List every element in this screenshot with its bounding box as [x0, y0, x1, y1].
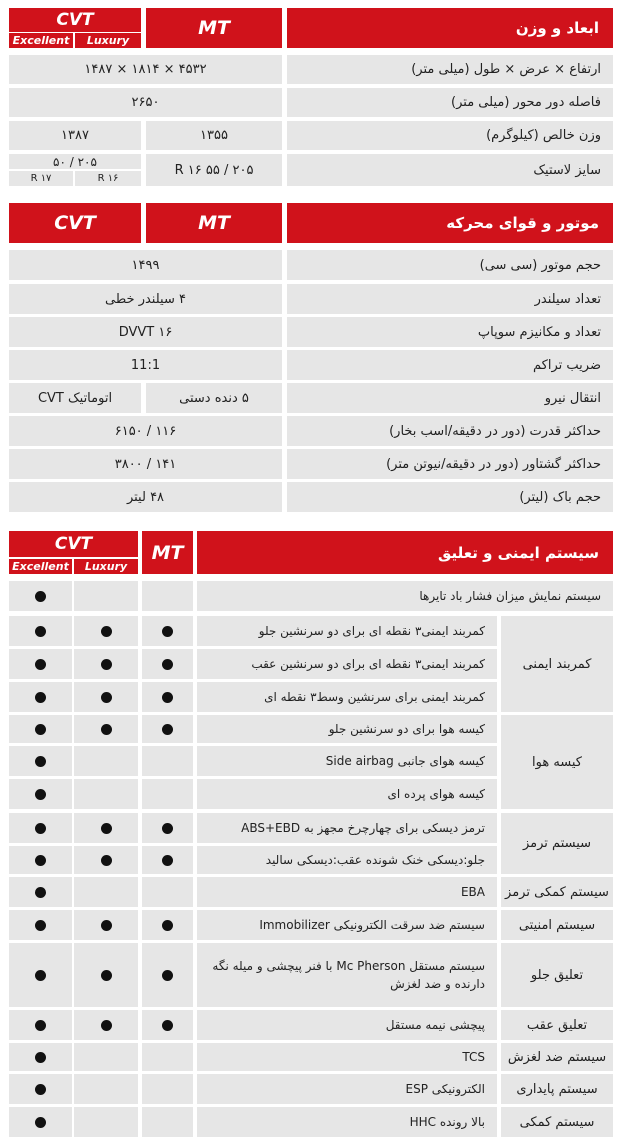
feature-excellent-cell: [9, 1074, 72, 1104]
feature-label: بالا رونده HHC: [197, 1107, 497, 1137]
transmission-cvt-value: اتوماتیک CVT: [9, 383, 141, 413]
feature-mt-cell: [142, 846, 193, 874]
bullet-dot-icon: [101, 724, 112, 735]
bullet-dot-icon: [35, 1117, 46, 1128]
feature-label: کمربند ایمنی۳ نقطه ای برای دو سرنشین جلو: [197, 616, 497, 646]
engine-row-label: حداکثر گشتاور (دور در دقیقه/نیوتن متر): [287, 449, 613, 479]
feature-luxury-cell: [74, 682, 138, 712]
bullet-dot-icon: [101, 855, 112, 866]
feature-mt-cell: [142, 1043, 193, 1071]
feature-excellent-cell: [9, 1043, 72, 1071]
engine-row-value: 11:1: [9, 350, 282, 380]
feature-excellent-cell: [9, 746, 72, 776]
feature-excellent-cell: [9, 682, 72, 712]
feature-excellent-cell: [9, 715, 72, 743]
feature-mt-cell: [142, 649, 193, 679]
feature-label: سیستم مستقل Mc Pherson با فنر پیچشی و میله نگه دارنده و ضد لغزش: [197, 943, 497, 1007]
feature-label: سیستم ضد سرقت الکترونیکی Immobilizer: [197, 910, 497, 940]
feature-luxury-cell: [74, 910, 138, 940]
bullet-dot-icon: [162, 1020, 173, 1031]
transmission-label: انتقال نیرو: [287, 383, 613, 413]
feature-excellent-cell: [9, 1107, 72, 1137]
engine-row-label: حجم موتور (سی سی): [287, 250, 613, 280]
feature-luxury-cell: [74, 779, 138, 809]
feature-mt-cell: [142, 581, 193, 611]
feature-luxury-cell: [74, 877, 138, 907]
feature-group-label: تعلیق عقب: [501, 1010, 613, 1040]
bullet-dot-icon: [35, 920, 46, 931]
feature-label: کیسه هوای پرده ای: [197, 779, 497, 809]
engine-row-label: تعداد و مکانیزم سوپاپ: [287, 317, 613, 347]
feature-excellent-cell: [9, 1010, 72, 1040]
feature-mt-cell: [142, 910, 193, 940]
bullet-dot-icon: [162, 626, 173, 637]
bullet-dot-icon: [101, 920, 112, 931]
engine-row-value: ۱۴۹۹: [9, 250, 282, 280]
feature-mt-cell: [142, 746, 193, 776]
bullet-dot-icon: [35, 1020, 46, 1031]
engine-header-mt: MT: [146, 203, 282, 243]
feature-mt-cell: [142, 877, 193, 907]
feature-luxury-cell: [74, 616, 138, 646]
feature-excellent-cell: [9, 581, 72, 611]
engine-row-label: تعداد سیلندر: [287, 284, 613, 314]
feature-luxury-cell: [74, 581, 138, 611]
feature-excellent-cell: [9, 877, 72, 907]
feature-label: سیستم نمایش میزان فشار باد تایرها: [197, 581, 613, 611]
tire-cvt-excellent-rim: R ۱۷: [9, 171, 73, 186]
dims-row-label: فاصله دور محور (میلی متر): [287, 88, 613, 117]
feature-excellent-cell: [9, 616, 72, 646]
feature-group-label: سیستم کمکی ترمز: [501, 877, 613, 907]
feature-mt-cell: [142, 616, 193, 646]
feature-label: جلو:دیسکی خنک شونده عقب:دیسکی سالید: [197, 846, 497, 874]
bullet-dot-icon: [101, 626, 112, 637]
feature-excellent-cell: [9, 910, 72, 940]
feature-label: کمربند ایمنی برای سرنشین وسط۳ نقطه ای: [197, 682, 497, 712]
feature-luxury-cell: [74, 1043, 138, 1071]
engine-row-label: ضریب تراکم: [287, 350, 613, 380]
dims-header-mt: MT: [146, 8, 282, 48]
bullet-dot-icon: [101, 659, 112, 670]
dims-subheader-excellent: Excellent: [9, 33, 73, 48]
dims-row-value: ۲۶۵۰: [9, 88, 282, 117]
feature-label: کیسه هوای جانبی Side airbag: [197, 746, 497, 776]
bullet-dot-icon: [162, 823, 173, 834]
dims-row-label: ارتفاع × عرض × طول (میلی متر): [287, 55, 613, 84]
tire-cvt-size: ۲۰۵ / ۵۰: [9, 154, 141, 169]
bullet-dot-icon: [101, 1020, 112, 1031]
feature-mt-cell: [142, 813, 193, 843]
feature-mt-cell: [142, 1107, 193, 1137]
bullet-dot-icon: [35, 855, 46, 866]
engine-row-value: DVVT ۱۶: [9, 317, 282, 347]
bullet-dot-icon: [162, 659, 173, 670]
safety-subheader-luxury: Luxury: [74, 559, 138, 574]
safety-subheader-excellent: Excellent: [9, 559, 72, 574]
feature-mt-cell: [142, 779, 193, 809]
feature-group-label: سیستم امنیتی: [501, 910, 613, 940]
feature-label: کمربند ایمنی۳ نقطه ای برای دو سرنشین عقب: [197, 649, 497, 679]
engine-row-value: ۱۱۶ / ۶۱۵۰: [9, 416, 282, 446]
engine-row-label: حداکثر قدرت (دور در دقیقه/اسب بخار): [287, 416, 613, 446]
feature-luxury-cell: [74, 649, 138, 679]
bullet-dot-icon: [35, 692, 46, 703]
bullet-dot-icon: [162, 920, 173, 931]
safety-header-mt: MT: [142, 531, 193, 574]
feature-mt-cell: [142, 943, 193, 1007]
dims-row-value: ۴۵۳۲ × ۱۸۱۴ × ۱۴۸۷: [9, 55, 282, 84]
feature-excellent-cell: [9, 846, 72, 874]
feature-mt-cell: [142, 715, 193, 743]
feature-luxury-cell: [74, 846, 138, 874]
bullet-dot-icon: [101, 692, 112, 703]
bullet-dot-icon: [101, 823, 112, 834]
feature-luxury-cell: [74, 1010, 138, 1040]
feature-mt-cell: [142, 1074, 193, 1104]
tire-mt-value: ۲۰۵ / ۵۵ R ۱۶: [146, 154, 282, 186]
engine-row-value: ۴۸ لیتر: [9, 482, 282, 512]
bullet-dot-icon: [35, 887, 46, 898]
tire-cvt-luxury-rim: R ۱۶: [75, 171, 141, 186]
bullet-dot-icon: [35, 789, 46, 800]
bullet-dot-icon: [162, 855, 173, 866]
feature-group-label: سیستم ضد لغزش: [501, 1043, 613, 1071]
bullet-dot-icon: [35, 659, 46, 670]
feature-luxury-cell: [74, 1107, 138, 1137]
bullet-dot-icon: [35, 970, 46, 981]
feature-label: الکترونیکی ESP: [197, 1074, 497, 1104]
bullet-dot-icon: [35, 724, 46, 735]
weight-cvt-value: ۱۳۸۷: [9, 121, 141, 150]
bullet-dot-icon: [162, 724, 173, 735]
feature-luxury-cell: [74, 943, 138, 1007]
feature-luxury-cell: [74, 813, 138, 843]
feature-mt-cell: [142, 682, 193, 712]
bullet-dot-icon: [162, 692, 173, 703]
feature-group-label: سیستم پایداری: [501, 1074, 613, 1104]
feature-group-label: تعلیق جلو: [501, 943, 613, 1007]
bullet-dot-icon: [35, 591, 46, 602]
feature-label: ترمز دیسکی برای چهارچرخ مجهز به ABS+EBD: [197, 813, 497, 843]
feature-excellent-cell: [9, 813, 72, 843]
feature-group-label: کیسه هوا: [501, 715, 613, 809]
feature-luxury-cell: [74, 715, 138, 743]
bullet-dot-icon: [162, 970, 173, 981]
engine-row-value: ۱۴۱ / ۳۸۰۰: [9, 449, 282, 479]
engine-section-title: موتور و قوای محرکه: [287, 203, 613, 243]
safety-section-title: سیستم ایمنی و تعلیق: [197, 531, 613, 574]
feature-excellent-cell: [9, 943, 72, 1007]
feature-excellent-cell: [9, 779, 72, 809]
bullet-dot-icon: [35, 626, 46, 637]
feature-excellent-cell: [9, 649, 72, 679]
engine-row-label: حجم باک (لیتر): [287, 482, 613, 512]
tire-label: سایز لاستیک: [287, 154, 613, 186]
dims-section-title: ابعاد و وزن: [287, 8, 613, 48]
feature-label: EBA: [197, 877, 497, 907]
feature-label: کیسه هوا برای دو سرنشین جلو: [197, 715, 497, 743]
bullet-dot-icon: [101, 970, 112, 981]
feature-mt-cell: [142, 1010, 193, 1040]
transmission-mt-value: ۵ دنده دستی: [146, 383, 282, 413]
feature-luxury-cell: [74, 1074, 138, 1104]
feature-group-label: سیستم کمکی: [501, 1107, 613, 1137]
feature-label: TCS: [197, 1043, 497, 1071]
bullet-dot-icon: [35, 1052, 46, 1063]
bullet-dot-icon: [35, 756, 46, 767]
safety-header-cvt: CVT: [9, 531, 138, 557]
engine-header-cvt: CVT: [9, 203, 141, 243]
engine-row-value: ۴ سیلندر خطی: [9, 284, 282, 314]
bullet-dot-icon: [35, 823, 46, 834]
weight-mt-value: ۱۳۵۵: [146, 121, 282, 150]
feature-group-label: کمربند ایمنی: [501, 616, 613, 712]
feature-group-label: سیستم ترمز: [501, 813, 613, 874]
feature-luxury-cell: [74, 746, 138, 776]
bullet-dot-icon: [35, 1084, 46, 1095]
dims-subheader-luxury: Luxury: [75, 33, 141, 48]
dims-header-cvt: CVT: [9, 8, 141, 32]
weight-label: وزن خالص (کیلوگرم): [287, 121, 613, 150]
feature-label: پیچشی نیمه مستقل: [197, 1010, 497, 1040]
